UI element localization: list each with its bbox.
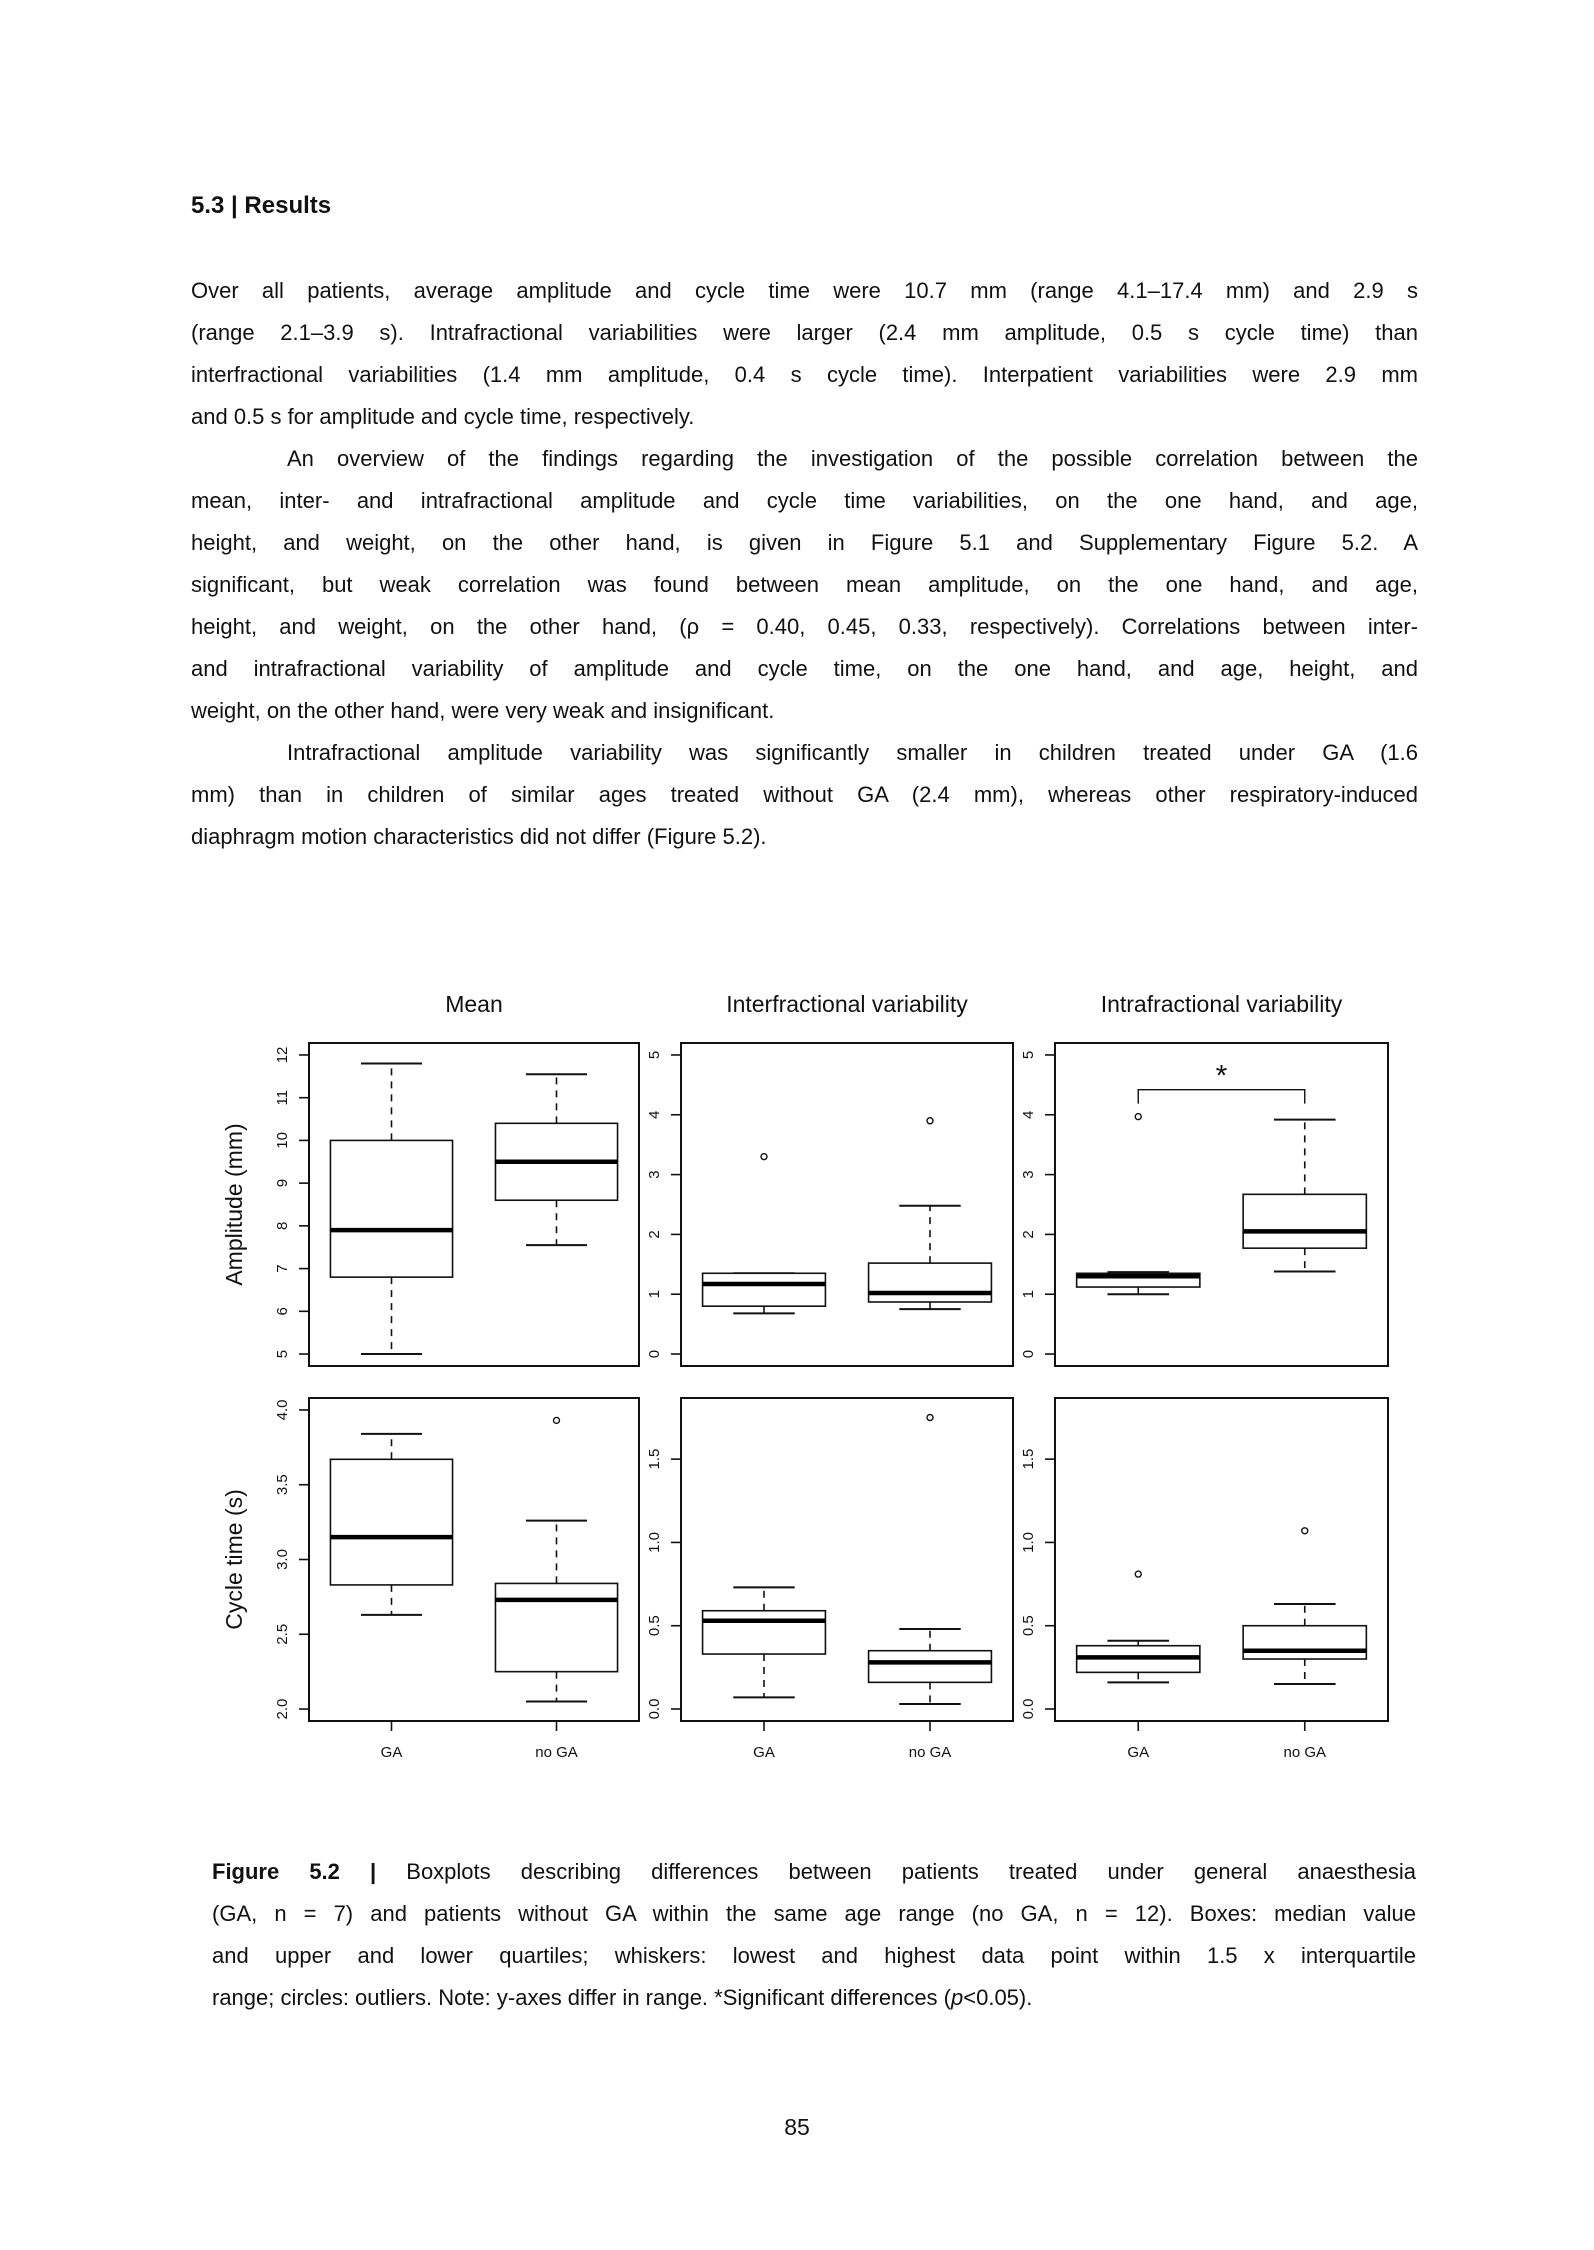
text-line: height, and weight, on the other hand, (ρ = 0.40, 0.45, 0.33, respectively). Correlations between inter-	[191, 614, 1418, 639]
outlier-point	[927, 1118, 933, 1124]
y-tick-label: 0.5	[1020, 1615, 1037, 1637]
caption-text: Boxplots describing differences between patients treated under general anaesthesia	[376, 1859, 1416, 1884]
y-tick-label: 0	[1020, 1349, 1037, 1359]
panel-frame	[681, 1043, 1013, 1366]
y-tick-label: 12	[274, 1046, 291, 1064]
caption-text: (GA, n = 7) and patients without GA within the same age range (no GA, n = 12). Boxes: median value	[212, 1901, 1416, 1926]
outlier-point	[1135, 1571, 1141, 1577]
y-tick-label: 4.0	[274, 1399, 291, 1421]
box-iqr	[869, 1263, 992, 1302]
y-tick-label: 1.5	[646, 1448, 663, 1470]
box-iqr	[1243, 1626, 1366, 1659]
significance-star: *	[1215, 1059, 1228, 1093]
caption-text: p	[951, 1985, 964, 2010]
y-tick-label: 3.5	[274, 1474, 291, 1496]
y-tick-label: 3	[646, 1170, 663, 1179]
y-tick-label: 2.0	[274, 1698, 291, 1720]
box-iqr	[703, 1273, 826, 1306]
box-iqr	[1243, 1194, 1366, 1248]
y-tick-label: 0	[646, 1349, 663, 1359]
y-tick-label: 11	[274, 1089, 291, 1106]
y-tick-label: 1.0	[646, 1531, 663, 1553]
text-line: weight, on the other hand, were very weak and insignificant.	[191, 698, 775, 723]
outlier-point	[927, 1414, 933, 1420]
caption-text: range; circles: outliers. Note: y-axes differ in range. *Significant differences (	[212, 1985, 951, 2010]
x-tick-label: GA	[380, 1744, 403, 1761]
text-line: diaphragm motion characteristics did not differ (Figure 5.2).	[191, 824, 767, 849]
box-iqr	[869, 1651, 992, 1683]
panel-title: Intrafractional variability	[1100, 991, 1343, 1017]
y-tick-label: 1	[1020, 1290, 1037, 1299]
y-tick-label: 7	[274, 1264, 291, 1273]
y-tick-label: 10	[274, 1132, 291, 1149]
text-line: Over all patients, average amplitude and cycle time were 10.7 mm (range 4.1–17.4 mm) and 2.9 s	[191, 278, 1418, 303]
panel-title: Interfractional variability	[726, 991, 968, 1017]
x-tick-label: GA	[753, 1744, 775, 1761]
y-tick-label: 5	[274, 1349, 291, 1359]
y-tick-label: 8	[274, 1221, 291, 1231]
y-axis-label: Amplitude (mm)	[221, 1123, 247, 1286]
text-line: Intrafractional amplitude variability was significantly smaller in children treated under GA (1.6	[287, 740, 1418, 765]
caption-text: <0.05).	[963, 1985, 1033, 2010]
y-tick-label: 2.5	[274, 1623, 291, 1645]
outlier-point	[761, 1154, 767, 1160]
y-tick-label: 6	[274, 1307, 291, 1316]
box-iqr	[703, 1611, 826, 1654]
y-axis-label: Cycle time (s)	[221, 1489, 247, 1630]
text-line: An overview of the findings regarding the investigation of the possible correlation between the	[287, 446, 1418, 471]
text-line: significant, but weak correlation was found between mean amplitude, on the one hand, and age,	[191, 572, 1418, 597]
figure-caption	[212, 1851, 1416, 2019]
box-iqr	[495, 1583, 617, 1671]
y-tick-label: 3	[1020, 1170, 1037, 1179]
outlier-point	[554, 1417, 560, 1423]
text-line: mm) than in children of similar ages treated without GA (2.4 mm), whereas other respiratory-induced	[191, 782, 1418, 807]
y-tick-label: 3.0	[274, 1549, 291, 1570]
y-tick-label: 2	[646, 1230, 663, 1239]
box-iqr	[330, 1459, 452, 1585]
y-tick-label: 4	[1020, 1110, 1037, 1119]
page-number: 85	[784, 2114, 810, 2140]
text-line: and intrafractional variability of amplitude and cycle time, on the one hand, and age, height, and	[191, 656, 1418, 681]
section-heading: 5.3 | Results	[191, 192, 332, 219]
text-line: (range 2.1–3.9 s). Intrafractional variabilities were larger (2.4 mm amplitude, 0.5 s cycle time) than	[191, 320, 1418, 345]
y-tick-label: 1.0	[1020, 1531, 1037, 1553]
text-line: interfractional variabilities (1.4 mm amplitude, 0.4 s cycle time). Interpatient variabilities were 2.9 mm	[191, 362, 1418, 387]
y-tick-label: 0.0	[1020, 1698, 1037, 1720]
text-line: mean, inter- and intrafractional amplitude and cycle time variabilities, on the one hand, and age,	[191, 488, 1418, 513]
caption-label: Figure 5.2 |	[212, 1859, 377, 1884]
y-tick-label: 5	[646, 1050, 663, 1060]
y-tick-label: 5	[1020, 1050, 1037, 1060]
y-tick-label: 4	[646, 1110, 663, 1119]
y-tick-label: 2	[1020, 1230, 1037, 1239]
y-tick-label: 1.5	[1020, 1448, 1037, 1470]
y-tick-label: 0.5	[646, 1615, 663, 1637]
y-tick-label: 1	[646, 1290, 663, 1299]
outlier-point	[1135, 1114, 1141, 1120]
panel-title: Mean	[445, 991, 503, 1017]
box-iqr	[330, 1140, 452, 1277]
text-line: and 0.5 s for amplitude and cycle time, respectively.	[191, 404, 695, 429]
x-tick-label: no GA	[1283, 1744, 1327, 1761]
x-tick-label: no GA	[535, 1744, 578, 1761]
caption-text: and upper and lower quartiles; whiskers: lowest and highest data point within 1.5 x interquartile	[212, 1943, 1416, 1968]
y-tick-label: 0.0	[646, 1698, 663, 1720]
y-tick-label: 9	[274, 1178, 291, 1188]
text-line: height, and weight, on the other hand, is given in Figure 5.1 and Supplementary Figure 5.2. A	[191, 530, 1418, 555]
x-tick-label: no GA	[908, 1744, 952, 1761]
outlier-point	[1302, 1528, 1308, 1534]
x-tick-label: GA	[1127, 1744, 1150, 1761]
